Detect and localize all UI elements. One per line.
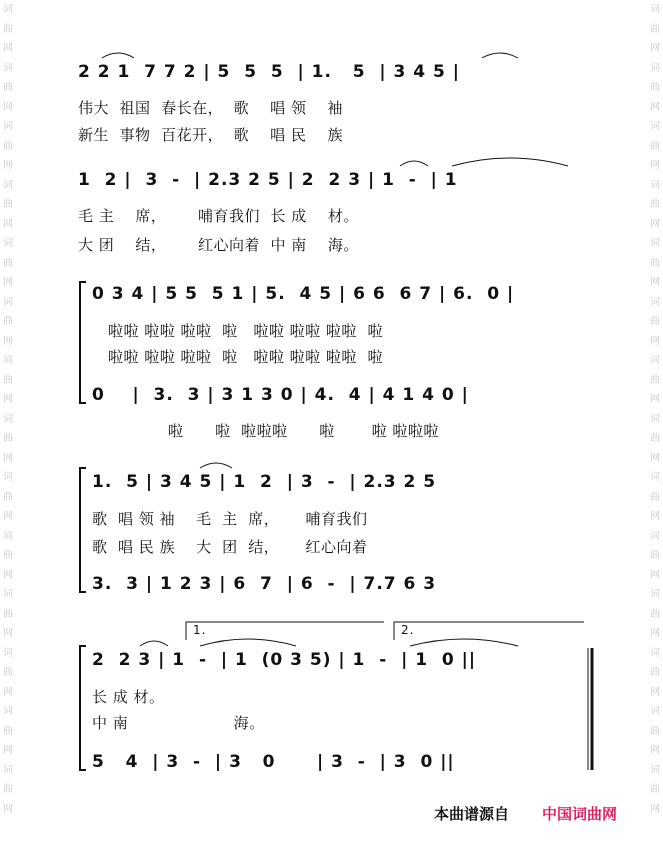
slur [452,158,568,166]
volta-1-bracket [186,622,384,640]
volta-2-bracket [394,622,584,640]
volta-1-label: 1. [193,623,207,637]
notes-system-3-lower: 0 | 3. 3 | 3 1 3 0 | 4. 4 | 4 1 4 0 | [92,385,469,405]
lyrics-system-2-verse-1: 毛 主 席， 哺育我们 长 成 材。 [78,207,359,225]
slur [102,53,134,58]
lyrics-system-5-verse-2: 中 南 海。 [92,714,265,732]
volta-2-label: 2. [401,623,415,637]
source-text: 本曲谱源自 [434,805,510,823]
system-4-bracket [80,468,86,592]
notes-system-2: 1 2 | 3 - | 2.3 2 5 | 2 2 3 | 1 - | 1 [78,170,458,190]
lyrics-system-5-verse-1: 长 成 材。 [92,688,165,706]
slur [140,641,168,646]
slur [200,463,232,468]
slur [400,161,428,166]
lyrics-system-2-verse-2: 大 团 结， 红心向着 中 南 海。 [78,236,359,254]
lyrics-system-3-upper-1: 啦啦 啦啦 啦啦 啦 啦啦 啦啦 啦啦 啦 [108,322,383,340]
notes-system-5-lower: 5 4 | 3 - | 3 0 | 3 - | 3 0 || [92,752,455,772]
watermark-left: 词曲网词曲网词曲网词曲网词曲网词曲网词曲网词曲网词曲网词曲网词曲网词曲网词曲网词曲网 [3,4,13,815]
lyrics-system-1-verse-1: 伟大 祖国 春长在， 歌 唱 领 袖 [78,99,344,117]
lyrics-system-4-verse-1: 歌 唱 领 袖 毛 主 席， 哺育我们 [92,510,368,528]
notes-system-5-upper: 2 2 3 | 1 - | 1 (0 3 5) | 1 - | 1 0 || [92,650,477,670]
notes-system-1: 2 2 1 7 7 2 | 5 5 5 | 1. 5 | 3 4 5 | [78,62,460,82]
system-5-bracket [80,646,86,770]
notes-system-3-upper: 0 3 4 | 5 5 5 1 | 5. 4 5 | 6 6 6 7 | 6. 0 | [92,284,515,304]
slur [200,639,296,646]
slur [410,639,518,646]
slur [482,53,518,58]
lyrics-system-3-upper-2: 啦啦 啦啦 啦啦 啦 啦啦 啦啦 啦啦 啦 [108,348,383,366]
notes-system-4-upper: 1. 5 | 3 4 5 | 1 2 | 3 - | 2.3 2 5 [92,472,437,492]
watermark-right: 词曲网词曲网词曲网词曲网词曲网词曲网词曲网词曲网词曲网词曲网词曲网词曲网词曲网词曲网 [650,4,660,815]
lyrics-system-1-verse-2: 新生 事物 百花开， 歌 唱 民 族 [78,126,344,144]
notes-system-4-lower: 3. 3 | 1 2 3 | 6 7 | 6 - | 7.7 6 3 [92,574,437,594]
lyrics-system-3-lower: 啦 啦 啦啦啦 啦 啦 啦啦啦 [168,422,439,440]
lyrics-system-4-verse-2: 歌 唱 民 族 大 团 结， 红心向着 [92,538,368,556]
source-site-name[interactable]: 中国词曲网 [542,805,618,823]
system-3-bracket [80,282,86,403]
